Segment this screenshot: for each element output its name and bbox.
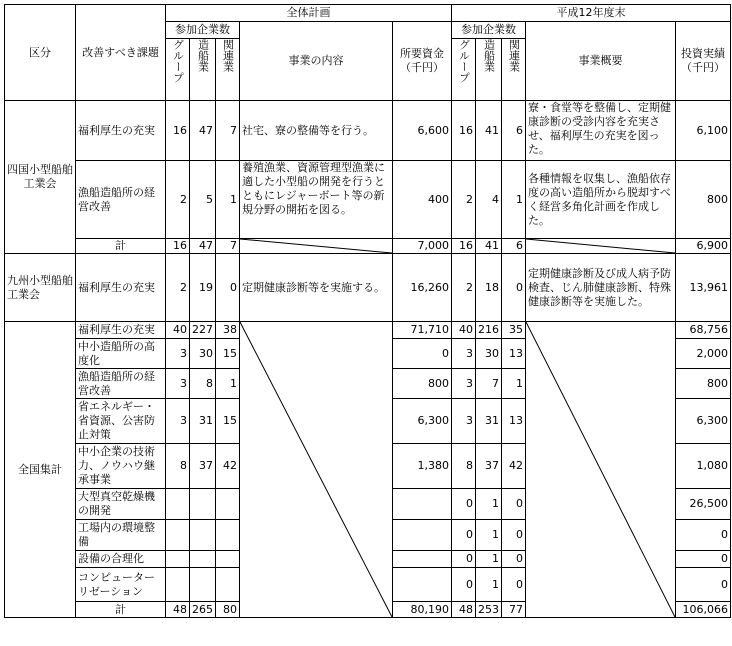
- num-cell: [190, 568, 216, 602]
- table-row: [5, 322, 731, 339]
- col-kanren2: 関連業: [502, 39, 526, 101]
- diagonal-cell: [526, 322, 676, 618]
- total-label: 計: [76, 239, 166, 254]
- num-cell: 7: [476, 369, 502, 399]
- num-cell: 16,260: [393, 254, 452, 322]
- num-cell: [216, 551, 240, 568]
- num-cell: [393, 489, 452, 520]
- num-cell: 0: [502, 568, 526, 602]
- num-cell: 18: [476, 254, 502, 322]
- num-cell: 0: [393, 339, 452, 369]
- num-cell: 1: [476, 568, 502, 602]
- kadai-cell: コンピューターリゼーション: [76, 568, 166, 602]
- num-cell: 16: [452, 101, 476, 161]
- region-shikoku: 四国小型船舶工業会: [5, 101, 76, 254]
- num-cell: 1: [502, 161, 526, 239]
- col-sanka: 参加企業数: [166, 22, 240, 39]
- num-cell: 47: [190, 239, 216, 254]
- num-cell: 47: [190, 101, 216, 161]
- diagonal-cell: [240, 322, 393, 618]
- num-cell: 40: [166, 322, 190, 339]
- num-cell: 0: [452, 489, 476, 520]
- num-cell: 68,756: [676, 322, 731, 339]
- kadai-cell: 福利厚生の充実: [76, 101, 166, 161]
- num-cell: 8: [166, 444, 190, 489]
- num-cell: 800: [676, 161, 731, 239]
- num-cell: [190, 551, 216, 568]
- num-cell: 13,961: [676, 254, 731, 322]
- num-cell: 1: [476, 489, 502, 520]
- num-cell: [166, 489, 190, 520]
- num-cell: 6,600: [393, 101, 452, 161]
- num-cell: 42: [502, 444, 526, 489]
- num-cell: 227: [190, 322, 216, 339]
- num-cell: 0: [216, 254, 240, 322]
- num-cell: 19: [190, 254, 216, 322]
- col-zosen2: 造船業: [476, 39, 502, 101]
- num-cell: 1: [216, 369, 240, 399]
- num-cell: 35: [502, 322, 526, 339]
- kadai-cell: 福利厚生の充実: [76, 322, 166, 339]
- num-cell: 106,066: [676, 602, 731, 618]
- region-zenkoku: 全国集計: [5, 322, 76, 618]
- table-row: [5, 101, 731, 161]
- num-cell: 41: [476, 239, 502, 254]
- num-cell: 16: [166, 101, 190, 161]
- num-cell: 6,300: [393, 399, 452, 444]
- kadai-cell: 漁船造船所の経営改善: [76, 369, 166, 399]
- num-cell: [166, 568, 190, 602]
- kadai-cell: 中小企業の技術力、ノウハウ継承事業: [76, 444, 166, 489]
- num-cell: 15: [216, 339, 240, 369]
- num-cell: 48: [452, 602, 476, 618]
- num-cell: 30: [476, 339, 502, 369]
- col-toshi-text: 投資実績（千円）: [681, 47, 725, 74]
- num-cell: 1,080: [676, 444, 731, 489]
- col-zosen: 造船業: [190, 39, 216, 101]
- num-cell: 80,190: [393, 602, 452, 618]
- col-gaiyo: 事業概要: [526, 22, 676, 101]
- num-cell: 7: [216, 101, 240, 161]
- num-cell: 40: [452, 322, 476, 339]
- plan-table: [4, 4, 731, 618]
- num-cell: 1: [476, 520, 502, 551]
- num-cell: 15: [216, 399, 240, 444]
- kadai-cell: 中小造船所の高度化: [76, 339, 166, 369]
- col-shoyo-text: 所要資金（千円）: [400, 47, 444, 74]
- kadai-cell: 省エネルギー・省資源、公害防止対策: [76, 399, 166, 444]
- num-cell: 400: [393, 161, 452, 239]
- num-cell: 3: [166, 339, 190, 369]
- naiyo-cell: 養殖漁業、資源管理型漁業に適した小型船の開発を行うとともにレジャーボート等の新規分野の開拓を図る。: [240, 161, 393, 239]
- col-group: グループ: [166, 39, 190, 101]
- num-cell: 6,300: [676, 399, 731, 444]
- total-row: [5, 239, 731, 254]
- num-cell: 30: [190, 339, 216, 369]
- num-cell: [216, 489, 240, 520]
- num-cell: 0: [502, 551, 526, 568]
- num-cell: 2,000: [676, 339, 731, 369]
- num-cell: 265: [190, 602, 216, 618]
- num-cell: 0: [452, 551, 476, 568]
- num-cell: 3: [166, 369, 190, 399]
- kadai-cell: 工場内の環境整備: [76, 520, 166, 551]
- total-label: 計: [76, 602, 166, 618]
- num-cell: 8: [190, 369, 216, 399]
- num-cell: [166, 520, 190, 551]
- num-cell: [393, 520, 452, 551]
- diagonal-cell: [240, 239, 393, 254]
- num-cell: 0: [676, 568, 731, 602]
- num-cell: [190, 489, 216, 520]
- num-cell: 1: [502, 369, 526, 399]
- num-cell: 42: [216, 444, 240, 489]
- num-cell: 253: [476, 602, 502, 618]
- col-group2: グループ: [452, 39, 476, 101]
- num-cell: 13: [502, 399, 526, 444]
- num-cell: [393, 568, 452, 602]
- col-kubun: 区分: [5, 5, 76, 101]
- num-cell: 80: [216, 602, 240, 618]
- kadai-cell: 福利厚生の充実: [76, 254, 166, 322]
- num-cell: 3: [166, 399, 190, 444]
- num-cell: [166, 551, 190, 568]
- table-row: [5, 161, 731, 239]
- col-naiyo: 事業の内容: [240, 22, 393, 101]
- kadai-cell: 漁船造船所の経営改善: [76, 161, 166, 239]
- diagonal-cell: [526, 239, 676, 254]
- num-cell: 2: [166, 254, 190, 322]
- num-cell: 1: [476, 551, 502, 568]
- num-cell: 1,380: [393, 444, 452, 489]
- col-kanren: 関連業: [216, 39, 240, 101]
- num-cell: 16: [166, 239, 190, 254]
- num-cell: 1: [216, 161, 240, 239]
- num-cell: 26,500: [676, 489, 731, 520]
- kadai-cell: 大型真空乾燥機の開発: [76, 489, 166, 520]
- num-cell: 37: [476, 444, 502, 489]
- num-cell: 77: [502, 602, 526, 618]
- num-cell: 3: [452, 369, 476, 399]
- gaiyo-cell: 寮・食堂等を整備し、定期健康診断の受診内容を充実させ、福利厚生の充実を図った。: [526, 101, 676, 161]
- num-cell: 800: [393, 369, 452, 399]
- num-cell: 0: [502, 254, 526, 322]
- num-cell: 0: [502, 520, 526, 551]
- num-cell: 6: [502, 101, 526, 161]
- num-cell: 31: [476, 399, 502, 444]
- gaiyo-cell: 定期健康診断及び成人病予防検査、じん肺健康診断、特殊健康診断等を実施した。: [526, 254, 676, 322]
- num-cell: [393, 551, 452, 568]
- naiyo-cell: 定期健康診断等を実施する。: [240, 254, 393, 322]
- num-cell: 71,710: [393, 322, 452, 339]
- num-cell: 0: [502, 489, 526, 520]
- num-cell: 0: [452, 520, 476, 551]
- gaiyo-cell: 各種情報を収集し、漁船依存度の高い造船所から脱却すべく経営多角化計画を作成した。: [526, 161, 676, 239]
- num-cell: 2: [452, 161, 476, 239]
- num-cell: 6: [502, 239, 526, 254]
- region-kyushu: 九州小型船舶工業会: [5, 254, 76, 322]
- num-cell: 31: [190, 399, 216, 444]
- num-cell: 6,100: [676, 101, 731, 161]
- num-cell: [190, 520, 216, 551]
- num-cell: 4: [476, 161, 502, 239]
- num-cell: 6,900: [676, 239, 731, 254]
- col-toshi: [676, 22, 731, 101]
- num-cell: 7: [216, 239, 240, 254]
- kadai-cell: 設備の合理化: [76, 551, 166, 568]
- col-zentai: 全体計画: [166, 5, 452, 22]
- num-cell: 38: [216, 322, 240, 339]
- num-cell: 8: [452, 444, 476, 489]
- num-cell: 2: [166, 161, 190, 239]
- num-cell: 0: [452, 568, 476, 602]
- num-cell: 16: [452, 239, 476, 254]
- col-kadai: 改善すべき課題: [76, 5, 166, 101]
- table-row: [5, 254, 731, 322]
- num-cell: [216, 520, 240, 551]
- num-cell: 41: [476, 101, 502, 161]
- num-cell: 216: [476, 322, 502, 339]
- col-sanka2: 参加企業数: [452, 22, 526, 39]
- num-cell: 13: [502, 339, 526, 369]
- num-cell: 5: [190, 161, 216, 239]
- naiyo-cell: 社宅、寮の整備等を行う。: [240, 101, 393, 161]
- col-h12: 平成12年度末: [452, 5, 731, 22]
- num-cell: 48: [166, 602, 190, 618]
- num-cell: 0: [676, 551, 731, 568]
- num-cell: 3: [452, 399, 476, 444]
- num-cell: 800: [676, 369, 731, 399]
- num-cell: 2: [452, 254, 476, 322]
- col-shoyo: [393, 22, 452, 101]
- num-cell: 37: [190, 444, 216, 489]
- num-cell: 3: [452, 339, 476, 369]
- num-cell: 0: [676, 520, 731, 551]
- num-cell: [216, 568, 240, 602]
- num-cell: 7,000: [393, 239, 452, 254]
